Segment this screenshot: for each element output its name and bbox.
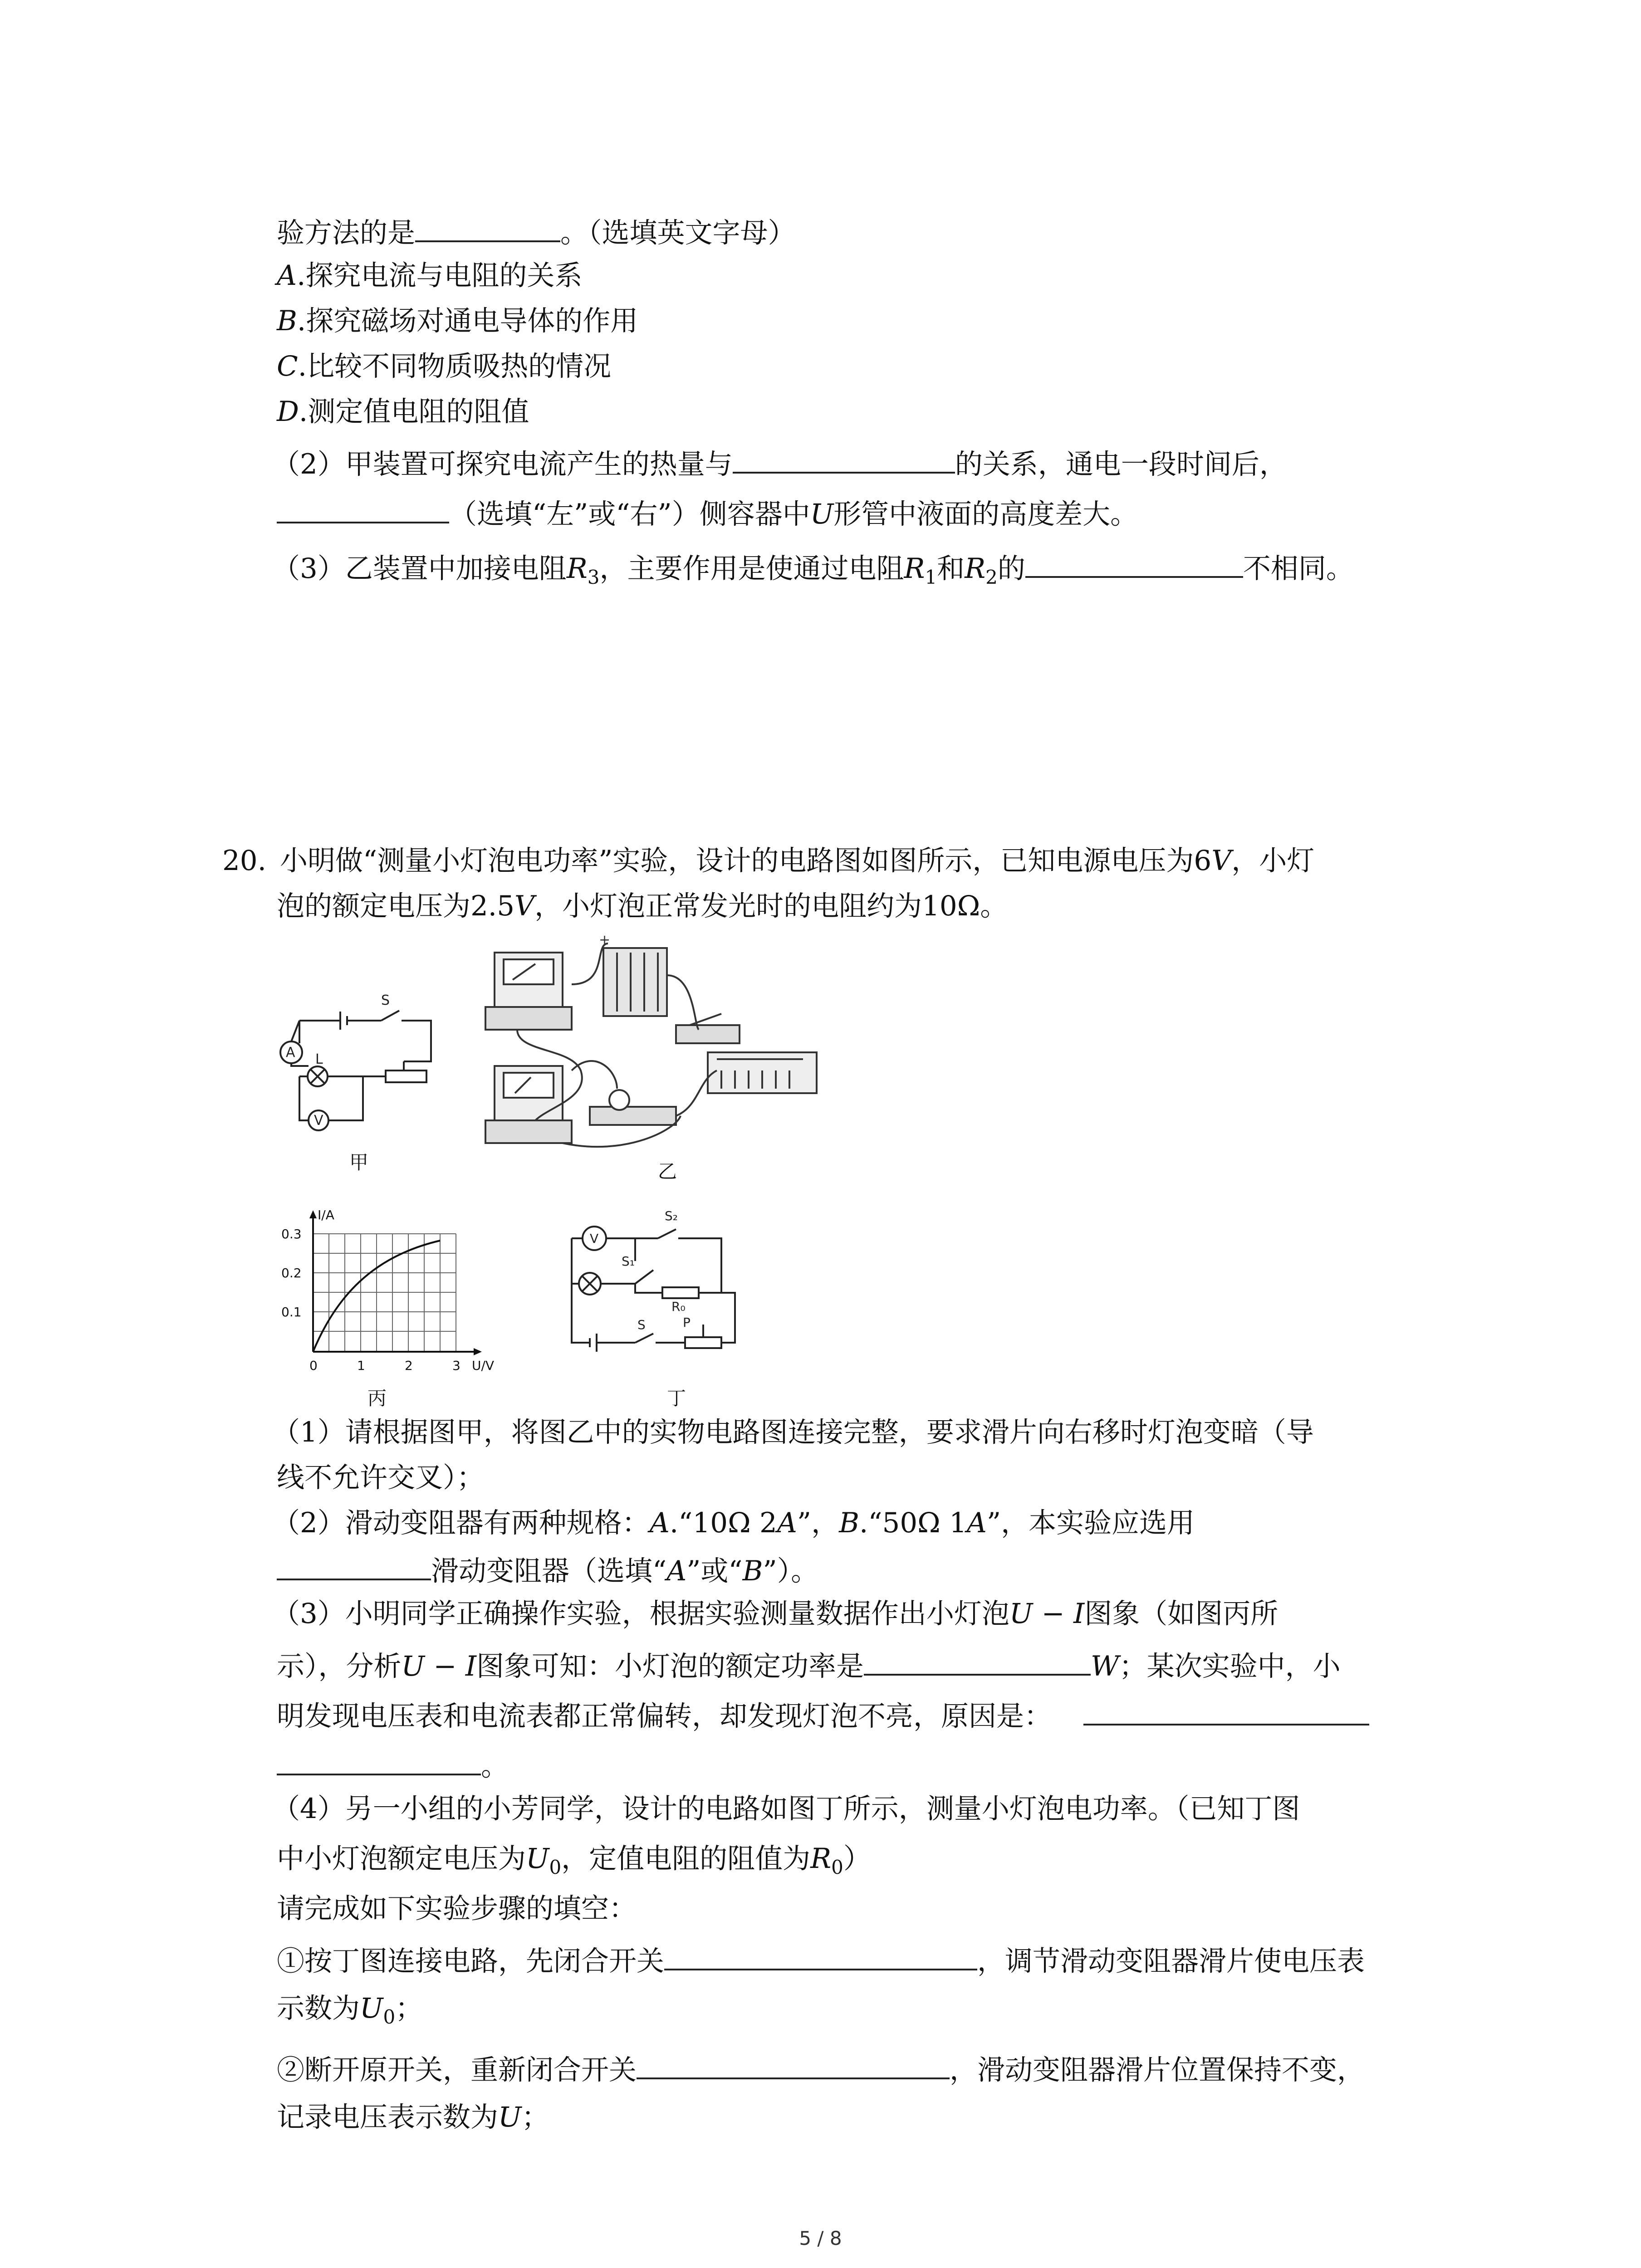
svg-text:S₁: S₁ [622, 1254, 635, 1269]
figure-jia-schematic [272, 989, 445, 1139]
answer-blank[interactable] [664, 1941, 977, 1970]
figure-jia-label: 甲 [349, 1151, 369, 1173]
answer-blank[interactable] [1025, 548, 1243, 578]
q19-option-a: A.探究电流与电阻的关系 [277, 259, 583, 292]
graph-xtick: 2 [405, 1358, 413, 1373]
figure-ding-label: 丁 [667, 1387, 686, 1409]
q20-part4: （4）另一小组的小芳同学，设计的电路如图丁所示，测量小灯泡电功率。（已知丁图 [272, 1793, 1300, 1825]
figure-yi-apparatus [481, 934, 835, 1152]
q20-step1-cont: 示数为$U_0$； [277, 1992, 423, 2028]
q19-option-d: D.测定值电阻的阻值 [277, 396, 529, 428]
graph-ytick: 0.2 [281, 1266, 302, 1281]
q19-option-c: C.比较不同物质吸热的情况 [277, 350, 612, 382]
q20-step2-cont: 记录电压表示数为U； [277, 2101, 549, 2133]
q19-part2-cont: （选填“左”或“右”）侧容器中U形管中液面的高度差大。 [277, 494, 1138, 533]
figure-yi-label: 乙 [658, 1160, 677, 1183]
q19-part3: （3）乙装置中加接电阻$R_3$，主要作用是使通过电阻$R_1$和$R_2$的 不相同。 [272, 548, 1354, 596]
q20-part2-cont: 滑动变阻器（选填“A”或“B”）。 [277, 1550, 818, 1589]
graph-xtick: 3 [452, 1358, 460, 1373]
q20-part2: （2）滑动变阻器有两种规格：A.“10Ω 2A”，B.“50Ω 1A”，本实验应选用 [272, 1507, 1195, 1539]
page-number: 5 / 8 [799, 2227, 842, 2249]
q20-part3-cont3: 。 [277, 1745, 509, 1784]
answer-blank[interactable] [277, 494, 449, 523]
svg-text:V: V [314, 1113, 323, 1129]
q20-intro-line1: 20. 小明做“测量小灯泡电功率”实验，设计的电路图如图所示，已知电源电压为6V，小灯 [222, 845, 1315, 877]
q20-intro-line2: 泡的额定电压为2.5V，小灯泡正常发光时的电阻约为10Ω。 [277, 890, 1008, 922]
graph-ylabel: I/A [318, 1207, 334, 1222]
q19-option-b: B.探究磁场对通电导体的作用 [277, 305, 638, 337]
graph-xtick: 1 [357, 1358, 365, 1373]
svg-text:+: + [599, 934, 611, 948]
answer-blank[interactable] [415, 212, 560, 242]
figure-ding-circuit [563, 1207, 753, 1361]
answer-blank[interactable] [277, 1745, 481, 1775]
answer-blank[interactable] [733, 444, 955, 474]
svg-text:P: P [683, 1315, 691, 1330]
q20-part3-cont2: 明发现电压表和电流表都正常偏转，却发现灯泡不亮，原因是： [277, 1696, 1369, 1735]
q20-part3: （3）小明同学正确操作实验，根据实验测量数据作出小灯泡U − I图象（如图丙所 [272, 1598, 1279, 1630]
graph-ytick: 0.1 [281, 1305, 302, 1320]
q20-step1: ①按丁图连接电路，先闭合开关 ，调节滑动变阻器滑片使电压表 [277, 1941, 1365, 1980]
answer-blank[interactable] [1083, 1696, 1369, 1725]
graph-xlabel: U/V [472, 1358, 495, 1373]
graph-ytick: 0.3 [281, 1227, 302, 1242]
graph-xtick: 0 [309, 1358, 318, 1373]
q19-part2: （2）甲装置可探究电流产生的热量与 的关系，通电一段时间后， [272, 444, 1287, 483]
figure-bing-label: 丙 [367, 1387, 387, 1409]
q20-steps-intro: 请完成如下实验步骤的填空： [277, 1892, 637, 1925]
svg-text:R₀: R₀ [671, 1299, 686, 1314]
q20-part1: （1）请根据图甲，将图乙中的实物电路图连接完整，要求滑片向右移时灯泡变暗（导 [272, 1416, 1314, 1448]
q20-step2: ②断开原开关，重新闭合开关 ，滑动变阻器滑片位置保持不变， [277, 2049, 1365, 2088]
svg-text:V: V [590, 1231, 599, 1246]
question-number: 20. [222, 845, 267, 877]
q20-part1-cont: 线不允许交叉）； [277, 1461, 485, 1494]
svg-text:A: A [286, 1045, 295, 1061]
svg-text:S: S [381, 992, 390, 1008]
q20-part3-cont1: 示），分析U − I图象可知：小灯泡的额定功率是 W；某次实验中，小 [277, 1646, 1341, 1685]
answer-blank[interactable] [864, 1646, 1091, 1676]
svg-text:S: S [637, 1317, 646, 1332]
svg-text:L: L [315, 1051, 323, 1067]
answer-blank[interactable] [637, 2049, 950, 2079]
figure-bing-graph [272, 1207, 508, 1379]
svg-text:S₂: S₂ [665, 1208, 678, 1223]
answer-blank[interactable] [277, 1550, 431, 1580]
q19-line1: 验方法的是 。（选填英文字母） [277, 212, 796, 251]
q20-part4-cont: 中小灯泡额定电压为$U_0$，定值电阻的阻值为$R_0$） [277, 1843, 871, 1879]
